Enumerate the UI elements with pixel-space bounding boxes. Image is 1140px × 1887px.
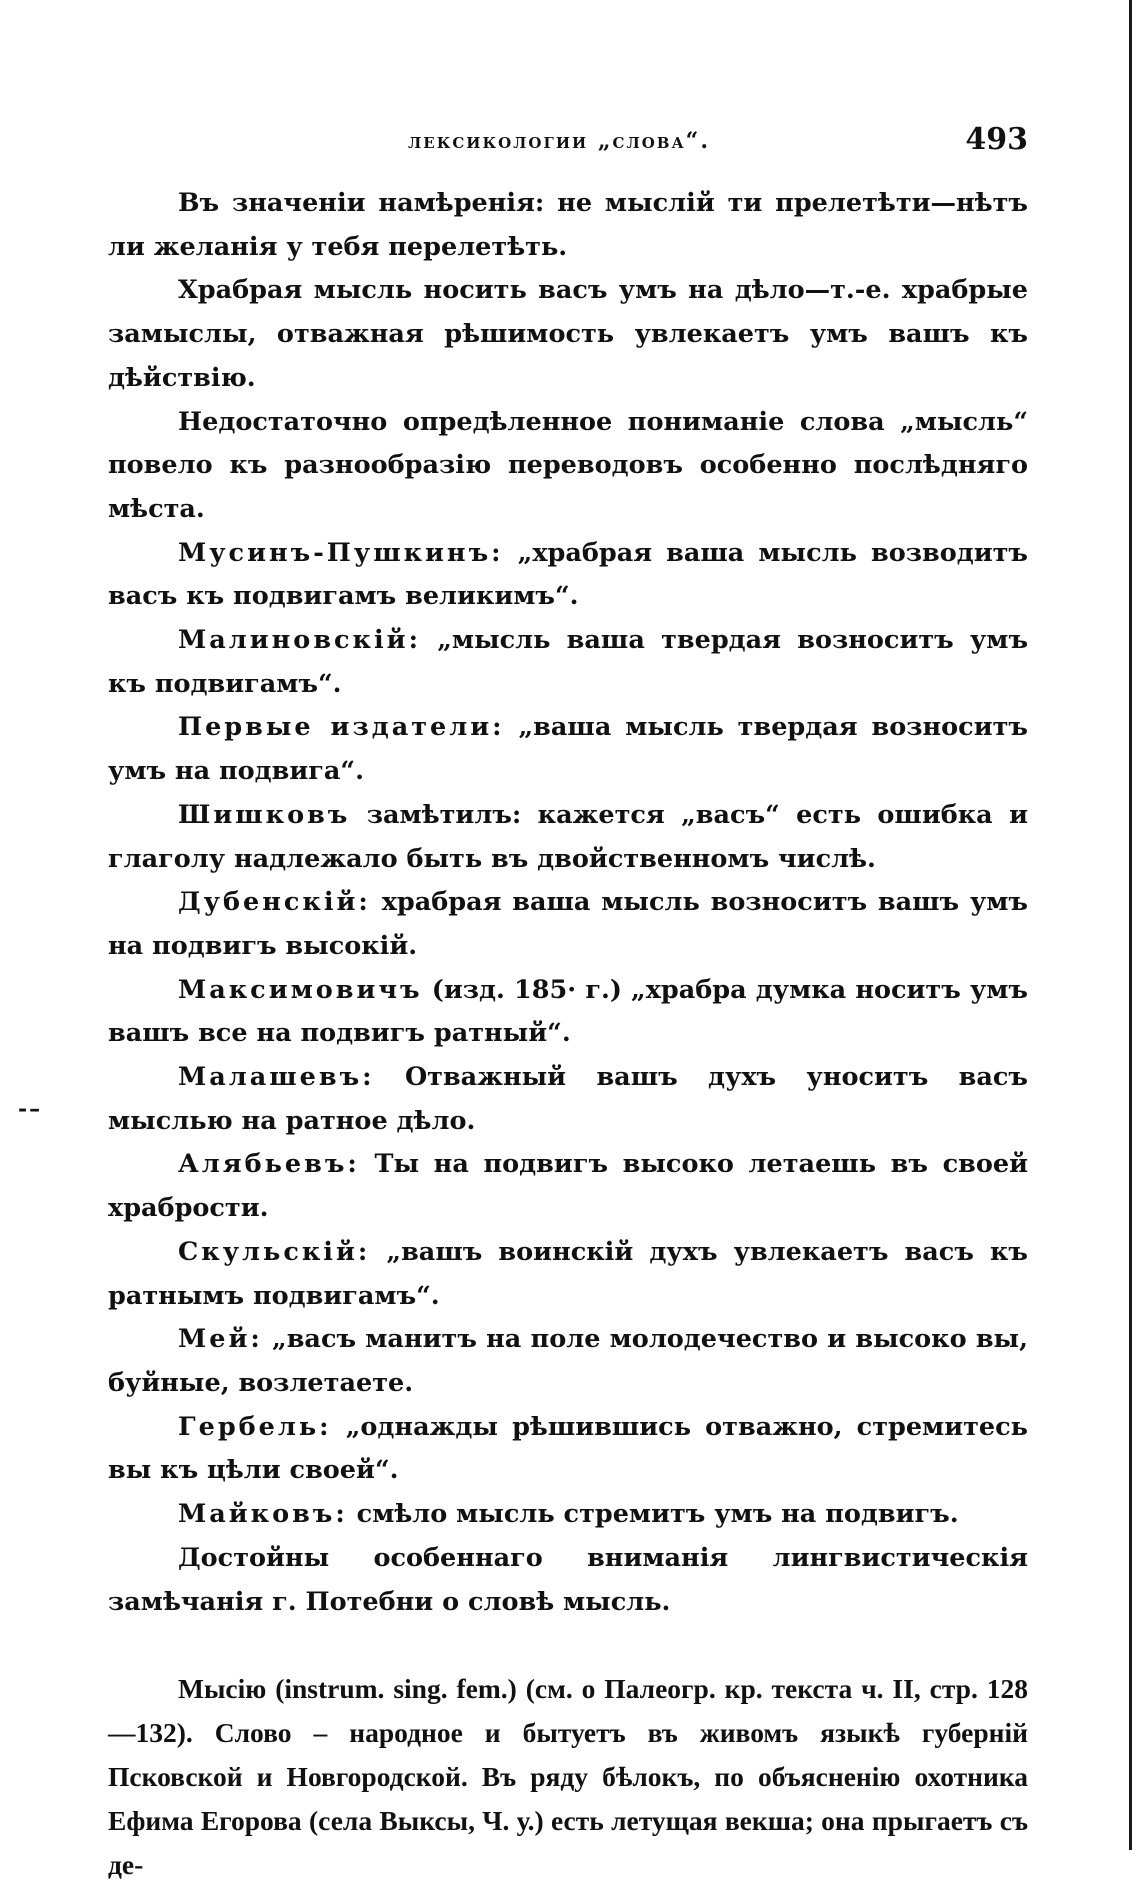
translation-author: Мей: [178,1324,263,1355]
translation-text: „васъ манитъ на поле молодечество и высоко вы, буйные, возлетаете. [108,1324,1028,1398]
translation-text: „однажды рѣшившись отважно, стремитесь вы къ цѣли своей“. [108,1411,1028,1486]
page-edge-line [1129,0,1132,1850]
lower-section [108,1667,1028,1887]
translation-entry [108,794,1028,881]
translation-text: смѣло мысль стремитъ умъ на подвигъ. [356,1499,959,1530]
translation-text: „храбрая ваша мысль возводитъ васъ къ подвигамъ великимъ“. [108,537,1028,612]
translation-text: Отважный вашъ духъ уноситъ васъ мыслью на ратное дѣло. [108,1062,1028,1136]
translation-author: Дубенскій: [178,887,371,918]
margin-mark: -– [18,1096,43,1122]
translation-entry [108,1406,1028,1493]
translation-entry [108,969,1028,1056]
page-number: 493 [965,122,1028,157]
translation-author: Максимовичъ [178,974,423,1005]
translation-text: храбрая ваша мысль возноситъ вашъ умъ на подвигъ высокій. [108,887,1028,961]
translation-author: Майковъ: [178,1499,348,1530]
translation-author: Гербель: [178,1411,332,1442]
section-gap [108,1624,1028,1667]
paragraph: Въ значеніи намѣренія: не мыслій ти прелетѣти—нѣтъ ли желанія у тебя перелетѣть. [108,188,1028,262]
translation-author: Алябьевъ: [178,1149,360,1180]
translation-entry [108,1143,1028,1230]
translation-entry [108,532,1028,619]
lower-paragraph: Мысію (instrum. sing. fem.) (см. о Палеогр. кр. текста ч. II, стр. 128—132). Слово – народное и бытуетъ въ живомъ языкѣ губерній Псковской и Новгородской. Въ ряду бѣлокъ, по объясненію охотника Ефима Егорова (села Выксы, Ч. у.) есть летущая векша; она прыгаетъ съ де- [108,1673,1028,1881]
translation-entry [108,1056,1028,1143]
running-head: лексикологии „слова“. [408,128,710,154]
translation-author: Шишковъ [178,799,351,830]
translation-author: Малашевъ: [178,1062,375,1093]
translation-author: Первые издатели: [178,712,505,743]
translation-text: (изд. 185· г.) „храбра думка носитъ умъ вашъ все на подвигъ ратный“. [108,974,1028,1049]
translation-text: замѣтилъ: кажется „васъ“ есть ошибка и глаголу надлежало быть въ двойственномъ числѣ. [108,799,1028,874]
page-header [108,122,1028,168]
translation-author: Скульскій: [178,1236,371,1267]
translation-text: Ты на подвигъ высоко летаешь въ своей храбрости. [108,1149,1028,1224]
translation-entry [108,1493,1028,1537]
translation-entry [108,706,1028,793]
translation-entry [108,1318,1028,1405]
translation-text: „мысль ваша твердая возноситъ умъ къ подвигамъ“. [108,625,1028,699]
translation-author: Мусинъ-Пушкинъ: [178,537,504,568]
translation-text: „ваша мысль твердая возноситъ умъ на подвига“. [108,712,1028,787]
translation-entry [108,881,1028,968]
translation-text: „вашъ воинскій духъ увлекаетъ васъ къ ратнымъ подвигамъ“. [108,1236,1028,1311]
body-text [108,182,1028,1887]
paragraph: Храбрая мысль носить васъ умъ на дѣло—т.-е. храбрые замыслы, отважная рѣшимость увлекаетъ умъ вашъ къ дѣйствію. [108,275,1028,393]
translation-entry [108,619,1028,706]
translation-author: Малиновскій: [178,625,421,656]
translation-entry [108,1231,1028,1318]
closing-paragraph: Достойны особеннаго вниманія лингвистическія замѣчанія г. Потебни о словѣ мысль. [108,1542,1028,1617]
paragraph: Недостаточно опредѣленное пониманіе слова „мысль“ повело къ разнообразію переводовъ особенно послѣдняго мѣста. [108,406,1028,524]
